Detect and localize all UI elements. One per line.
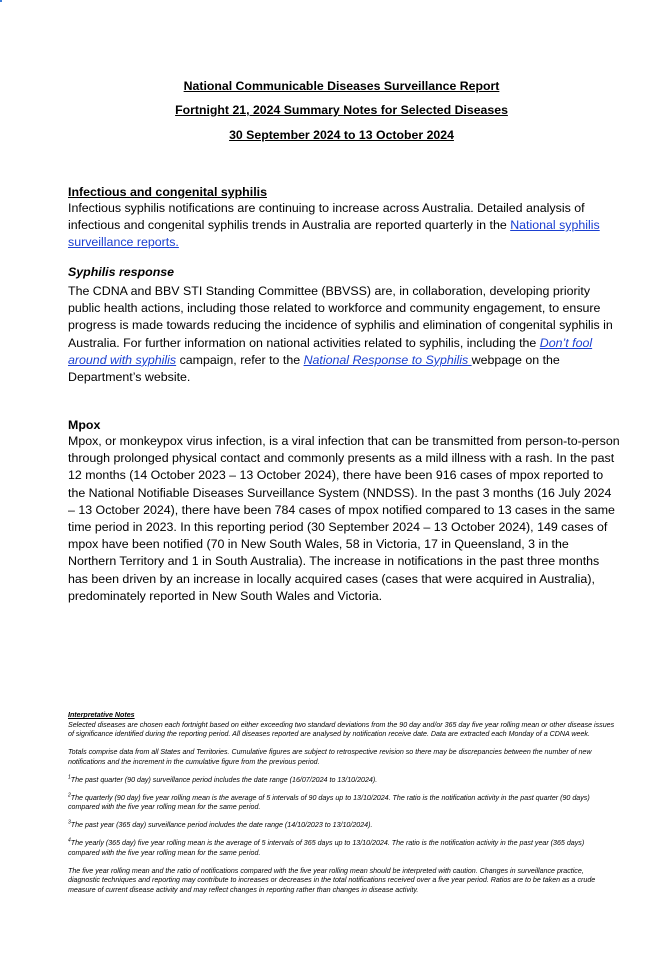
syphilis-response-heading: Syphilis response [68, 265, 175, 279]
syphilis-response-paragraph [68, 283, 620, 386]
syphilis-reports-link[interactable]: National syphilis surveillance reports. [68, 218, 600, 250]
report-title: National Communicable Diseases Surveillance Report [183, 79, 500, 93]
interpretative-notes [68, 711, 616, 904]
note-6-text: The yearly (365 day) five year rolling mean is the average of 5 intervals of 365 days up to 13/10/2024. The ratio is the notification activity in the past year (365 days) compared with the five year rolling mean for the same period. [68, 839, 585, 857]
note-3-sup: 1 [68, 774, 71, 781]
mpox-paragraph [68, 433, 620, 605]
report-period: 30 September 2024 to 13 October 2024 [229, 128, 454, 142]
note-3-text: The past quarter (90 day) surveillance period includes the date range (16/07/2024 to 13/10/2024). [70, 775, 378, 784]
mpox-heading: Mpox [68, 418, 101, 432]
note-6-sup: 4 [68, 837, 71, 844]
report-subtitle: Fortnight 21, 2024 Summary Notes for Selected Diseases [175, 103, 508, 117]
syphilis-paragraph [68, 200, 620, 252]
note-5 [68, 821, 616, 831]
note-6 [68, 839, 616, 858]
note-4-sup: 2 [68, 792, 71, 799]
note-2: Totals comprise data from all States and Territories. Cumulative figures are subject to retrospective revision so there may be discrepancies between the number of new notifications and the increment in the cumulative figure from the previous period. [68, 748, 592, 766]
response-text-3: webpage on the Department’s website. [68, 352, 560, 385]
note-4 [68, 794, 616, 813]
note-7: The five year rolling mean and the ratio of notifications compared with the five year rolling mean should be interpreted with caution. Changes in surveillance practice, diagnostic techniques and reporting may contribute to increases or decreases in the total notifications received over a five year period. Ratios are to be taken as a crude measure of current disease activity and may reflect changes in reporting rather than changes in disease activity. [68, 866, 596, 895]
note-4-text: The quarterly (90 day) five year rolling mean is the average of 5 intervals of 90 days up to 13/10/2024. The ratio is the notification activity in the past quarter (90 days) compared with the five year rolling mean for the same period. [68, 793, 590, 812]
note-5-text: The past year (365 day) surveillance period includes the date range (14/10/2023 to 13/10/2024). [70, 821, 373, 830]
syphilis-heading: Infectious and congenital syphilis [68, 185, 267, 199]
note-5-sup: 3 [68, 819, 71, 826]
mpox-text: Mpox, or monkeypox virus infection, is a viral infection that can be transmitted from person-to-person through prolonged physical contact and commonly presents as a mild illness with a rash. In the past 12 months (14 October 2023 – 13 October 2024), there have been 916 cases of mpox reported to the National Notifiable Diseases Surveillance System (NNDSS). In the past 3 months (16 July 2024 – 13 October 2024), there have been 784 cases of mpox notified compared to 13 cases in the same time period in 2023. In this reporting period (30 September 2024 – 13 October 2024), 149 cases of mpox have been notified (70 in New South Wales, 58 in Victoria, 17 in Queensland, 3 in the Northern Territory and 1 in South Australia). The increase in notifications in the past three months has been driven by an increase in locally acquired cases (cases that were acquired in Australia), predominately reported in New South Wales and Victoria. [68, 434, 620, 603]
note-3 [68, 776, 616, 786]
notes-heading: Interpretative Notes [68, 711, 135, 719]
syphilis-text: Infectious syphilis notifications are continuing to increase across Australia. Detailed analysis of infectious and congenital syphilis trends in Australia are reported quarterly in the [68, 201, 585, 233]
corner-mark [0, 0, 2, 2]
dont-fool-around-link[interactable]: Don’t fool around with syphilis [68, 335, 593, 367]
national-response-link[interactable]: National Response to Syphilis [303, 352, 472, 367]
note-1: Selected diseases are chosen each fortnight based on either exceeding two standard deviations from the 90 day and/or 365 day five year rolling mean or other disease issues of significance identified during the reporting period. All diseases reported are analysed by notification receive date. Data are extracted each Monday of a CDNA week. [68, 720, 615, 739]
response-text-2: campaign, refer to the [176, 352, 304, 367]
response-text-1: The CDNA and BBV STI Standing Committee (BBVSS) are, in collaboration, developing priority public health actions, including those related to workforce and community engagement, to ensure progress is made towards reducing the incidence of syphilis and elimination of congenital syphilis in Australia. For further information on national activities related to syphilis, including the [68, 284, 613, 350]
